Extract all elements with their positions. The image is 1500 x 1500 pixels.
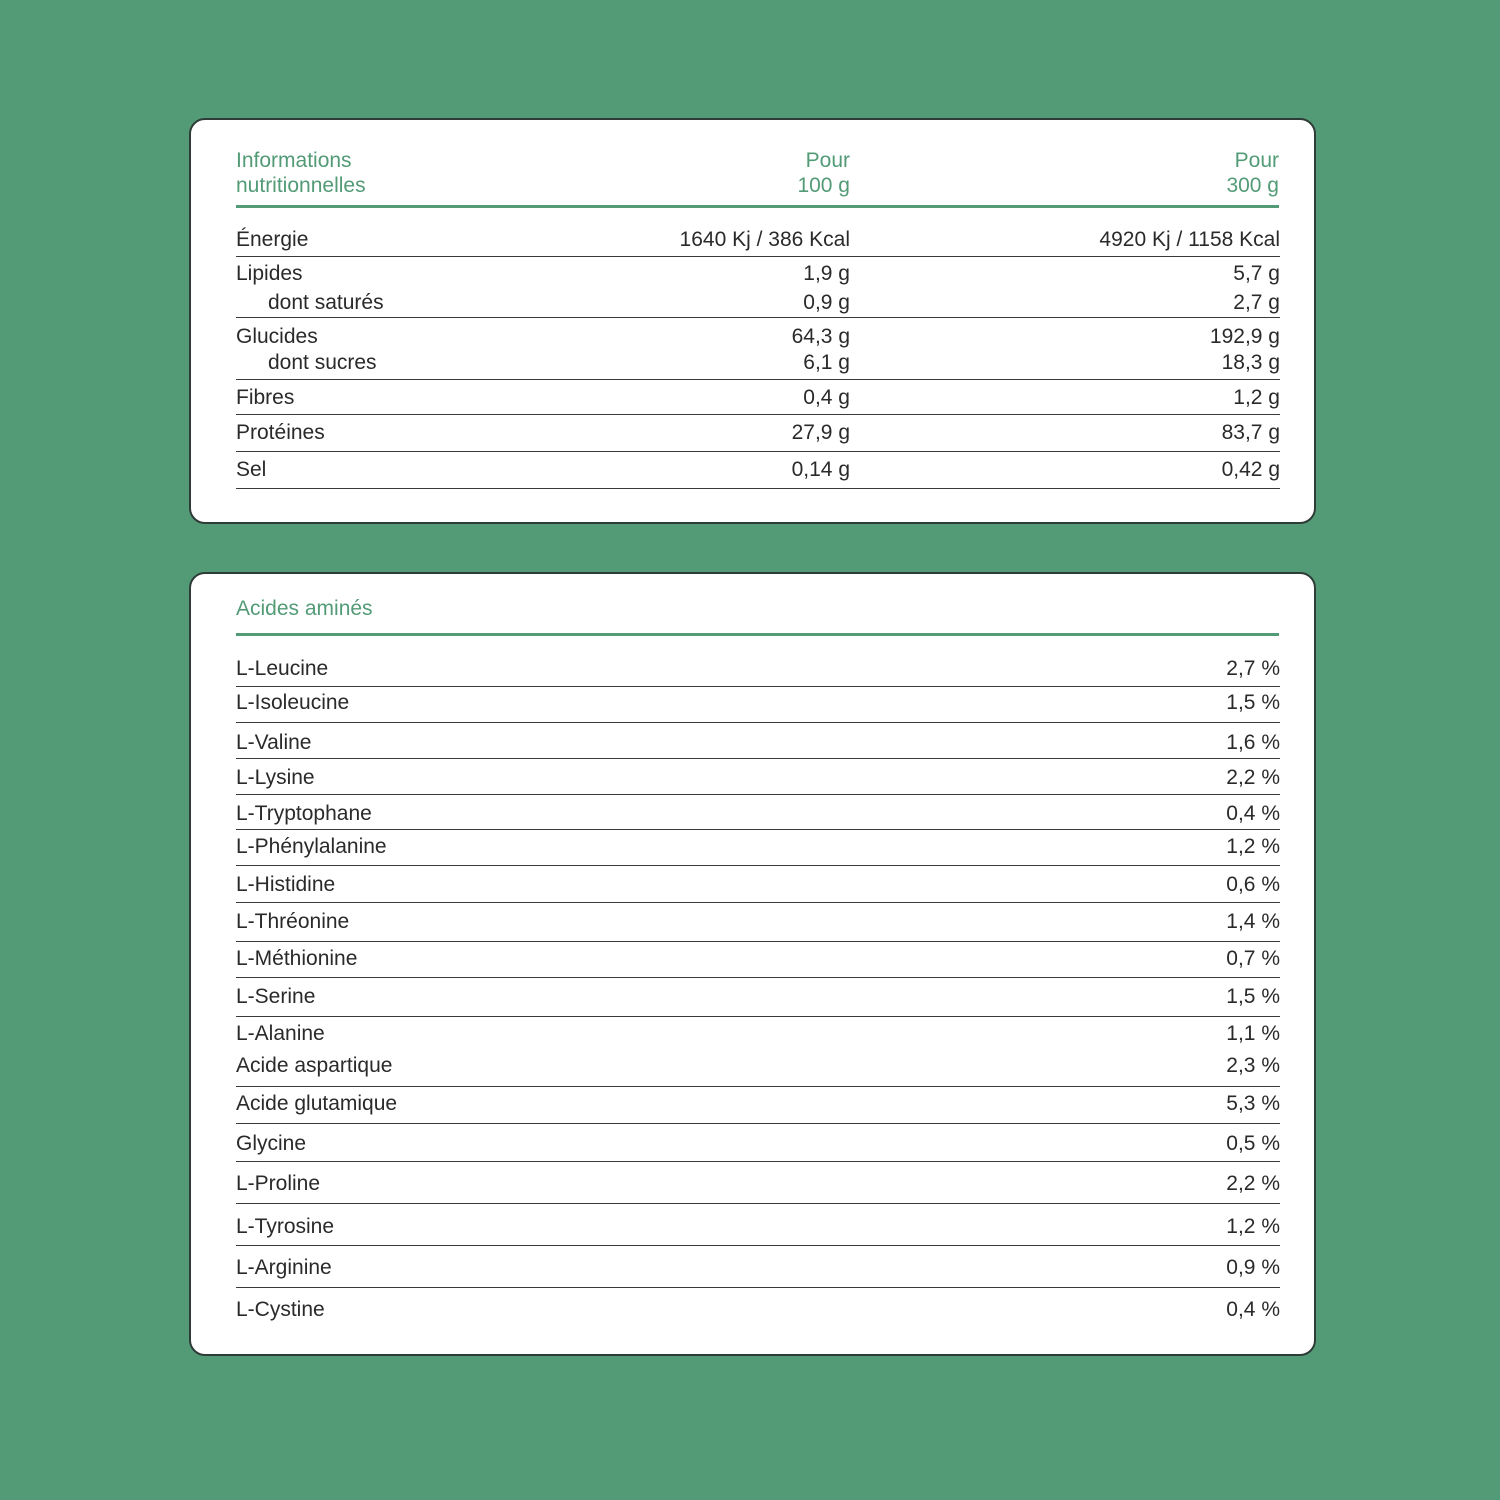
amino-value: 1,2 % xyxy=(1226,1215,1280,1238)
amino-value: 0,4 % xyxy=(1226,802,1280,825)
row-divider xyxy=(236,722,1280,723)
amino-label: L-Proline xyxy=(236,1172,321,1195)
row-divider xyxy=(236,941,1280,942)
row-divider xyxy=(236,256,1280,257)
row-value-per-300g: 5,7 g xyxy=(1233,262,1280,285)
row-value-per-100g: 6,1 g xyxy=(803,351,850,374)
amino-value: 1,5 % xyxy=(1226,985,1280,1008)
amino-value: 0,5 % xyxy=(1226,1132,1280,1155)
row-value-per-300g: 0,42 g xyxy=(1221,458,1280,481)
header-col2-line2: 100 g xyxy=(797,174,850,197)
row-value-per-300g: 18,3 g xyxy=(1221,351,1280,374)
amino-label: L-Tryptophane xyxy=(236,802,372,825)
row-label: dont saturés xyxy=(268,291,384,314)
row-divider xyxy=(236,1161,1280,1162)
amino-label: L-Tyrosine xyxy=(236,1215,335,1238)
row-value-per-100g: 27,9 g xyxy=(791,421,850,444)
row-label: Énergie xyxy=(236,228,309,251)
row-value-per-100g: 0,4 g xyxy=(803,386,850,409)
row-divider xyxy=(236,379,1280,380)
header-col1-line1: Informations xyxy=(236,149,352,172)
amino-value: 1,6 % xyxy=(1226,731,1280,754)
amino-acids-title: Acides aminés xyxy=(236,597,373,620)
amino-label: Acide glutamique xyxy=(236,1092,398,1115)
amino-value: 1,1 % xyxy=(1226,1022,1280,1045)
row-divider xyxy=(236,794,1280,795)
row-divider xyxy=(236,1287,1280,1288)
amino-value: 2,2 % xyxy=(1226,1172,1280,1195)
row-value-per-300g: 1,2 g xyxy=(1233,386,1280,409)
header-accent-divider xyxy=(236,205,1279,208)
row-divider xyxy=(236,829,1280,830)
header-col3-line2: 300 g xyxy=(1226,174,1279,197)
amino-value: 2,3 % xyxy=(1226,1054,1280,1077)
row-label: Lipides xyxy=(236,262,303,285)
amino-label: L-Lysine xyxy=(236,766,315,789)
amino-header-accent-divider xyxy=(236,633,1279,636)
row-divider xyxy=(236,1086,1280,1087)
amino-value: 0,7 % xyxy=(1226,947,1280,970)
row-divider xyxy=(236,1245,1280,1246)
amino-value: 2,2 % xyxy=(1226,766,1280,789)
amino-label: Acide aspartique xyxy=(236,1054,393,1077)
row-label: Sel xyxy=(236,458,267,481)
amino-acids-card xyxy=(189,572,1316,1356)
amino-value: 1,4 % xyxy=(1226,910,1280,933)
amino-label: L-Serine xyxy=(236,985,316,1008)
amino-label: L-Alanine xyxy=(236,1022,325,1045)
row-value-per-100g: 0,9 g xyxy=(803,291,850,314)
row-label: Protéines xyxy=(236,421,325,444)
header-col-per-300g xyxy=(1079,148,1279,198)
header-col2-line1: Pour xyxy=(805,149,850,172)
amino-label: L-Arginine xyxy=(236,1256,332,1279)
amino-value: 0,4 % xyxy=(1226,1298,1280,1321)
row-divider xyxy=(236,317,1280,318)
amino-acids-header xyxy=(236,596,1281,621)
amino-label: Glycine xyxy=(236,1132,307,1155)
row-value-per-100g: 0,14 g xyxy=(791,458,850,481)
row-label: Fibres xyxy=(236,386,295,409)
header-col1-line2: nutritionnelles xyxy=(236,174,366,197)
amino-label: L-Valine xyxy=(236,731,312,754)
row-divider xyxy=(236,414,1280,415)
row-value-per-300g: 83,7 g xyxy=(1221,421,1280,444)
amino-label: L-Leucine xyxy=(236,657,329,680)
amino-label: L-Isoleucine xyxy=(236,691,350,714)
amino-label: L-Thréonine xyxy=(236,910,350,933)
row-divider xyxy=(236,977,1280,978)
amino-value: 5,3 % xyxy=(1226,1092,1280,1115)
row-value-per-100g: 1,9 g xyxy=(803,262,850,285)
header-col-information xyxy=(236,148,536,198)
amino-value: 2,7 % xyxy=(1226,657,1280,680)
row-value-per-100g: 1640 Kj / 386 Kcal xyxy=(679,228,850,251)
row-divider xyxy=(236,686,1280,687)
row-value-per-100g: 64,3 g xyxy=(791,325,850,348)
amino-label: L-Histidine xyxy=(236,873,336,896)
row-divider xyxy=(236,865,1280,866)
row-label: dont sucres xyxy=(268,351,377,374)
header-col-per-100g xyxy=(650,148,850,198)
row-divider xyxy=(236,1123,1280,1124)
row-divider xyxy=(236,488,1280,489)
amino-value: 1,5 % xyxy=(1226,691,1280,714)
row-value-per-300g: 4920 Kj / 1158 Kcal xyxy=(1099,228,1280,251)
amino-value: 0,9 % xyxy=(1226,1256,1280,1279)
header-col3-line1: Pour xyxy=(1234,149,1279,172)
row-divider xyxy=(236,451,1280,452)
row-value-per-300g: 2,7 g xyxy=(1233,291,1280,314)
row-divider xyxy=(236,1203,1280,1204)
row-label: Glucides xyxy=(236,325,318,348)
amino-value: 0,6 % xyxy=(1226,873,1280,896)
amino-label: L-Méthionine xyxy=(236,947,358,970)
amino-value: 1,2 % xyxy=(1226,835,1280,858)
row-divider xyxy=(236,1016,1280,1017)
nutrition-table-card xyxy=(189,118,1316,524)
amino-label: L-Phénylalanine xyxy=(236,835,387,858)
row-value-per-300g: 192,9 g xyxy=(1209,325,1280,348)
row-divider xyxy=(236,758,1280,759)
amino-label: L-Cystine xyxy=(236,1298,325,1321)
row-divider xyxy=(236,902,1280,903)
